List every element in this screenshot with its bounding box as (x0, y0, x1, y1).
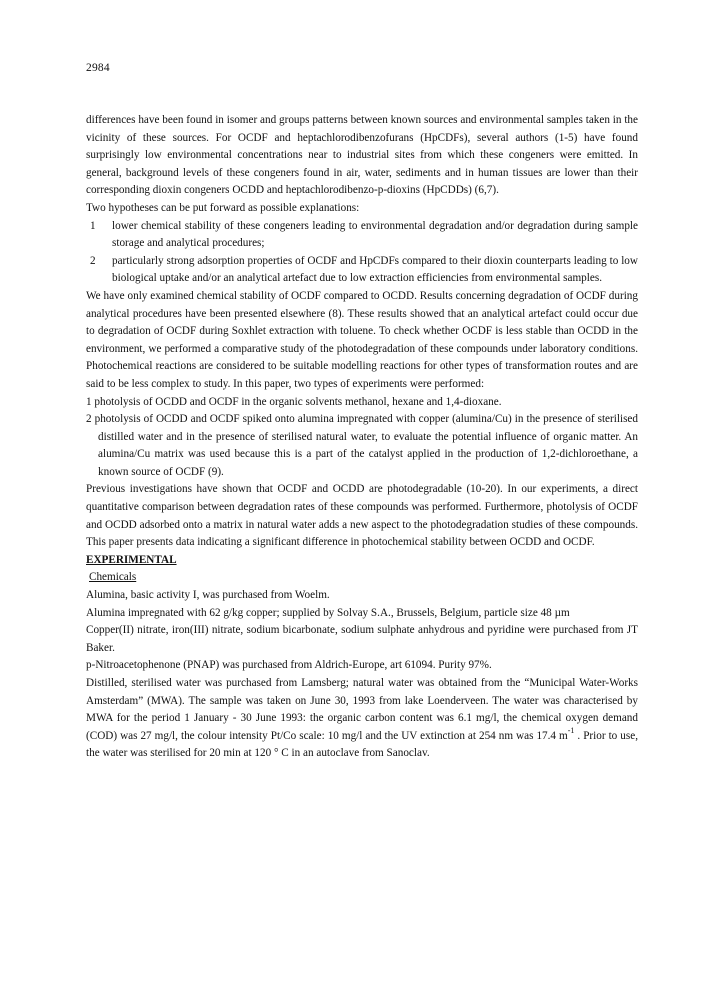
water-paragraph (86, 675, 638, 763)
hypothesis-number: 2 (90, 254, 96, 267)
water-text: Distilled, sterilised water was purchased from Lamsberg; natural water was obtained from the “Municipal Water-Works Amsterdam” (MWA). The sample was taken on June 30, 1993 from lake Loenderveen. The water was characterised by MWA for the period 1 January - 30 June 1993: the organic carbon content was 6.1 mg/l, the chemical oxygen demand (COD) was 27 mg/l, the colour intensity Pt/Co scale: 10 mg/l and the UV extinction at 254 nm was 17.4 m (86, 677, 638, 742)
experiment-item: 1 photolysis of OCDD and OCDF in the organic solvents methanol, hexane and 1,4-dioxane. (86, 395, 502, 408)
chemical-line: Alumina, basic activity I, was purchased from Woelm. (86, 589, 330, 602)
hypotheses-intro: Two hypotheses can be put forward as possible explanations: (86, 201, 360, 214)
unit-exponent: -1 (567, 725, 575, 735)
experimental-heading: EXPERIMENTAL (86, 553, 177, 566)
experiment-item: 2 photolysis of OCDD and OCDF spiked onto alumina impregnated with copper (alumina/Cu) in the presence of sterilised distilled water and in the presence of sterilised natural water, to evaluate the potential influence of organic matter. An alumina/Cu matrix was used because this is a part of the catalyst applied in the production of 1,2-dichloroethane, a known source of OCDF (9). (86, 413, 638, 478)
hypothesis-text: lower chemical stability of these congeners leading to environmental degradation and/or degradation during sample storage and analytical procedures; (112, 219, 638, 250)
previous-paragraph: Previous investigations have shown that OCDF and OCDD are photodegradable (10-20). In our experiments, a direct quantitative comparison between degradation rates of these compounds was performed. Furthermore, photolysis of OCDF and OCDD adsorbed onto a matrix in natural water adds a new aspect to the photodegradation studies of these compounds. This paper presents data indicating a significant difference in photochemical stability between OCDD and OCDF. (86, 483, 638, 549)
page-number: 2984 (86, 62, 110, 74)
hypothesis-number: 1 (90, 219, 96, 232)
chemical-line: Copper(II) nitrate, iron(III) nitrate, sodium bicarbonate, sodium sulphate anhydrous and pyridine were purchased from JT Baker. (86, 624, 638, 654)
intro-paragraph: differences have been found in isomer and groups patterns between known sources and environmental samples taken in the vicinity of these sources. For OCDF and heptachlorodibenzofurans (HpCDFs), several authors (1-5) have found surprisingly low environmental concentrations near to industrial sites from which these congeners were emitted. In general, background levels of these congeners found in air, water, sediments and in human tissues are lower than their corresponding dioxin congeners OCDD and heptachlorodibenzo-p-dioxins (HpCDDs) (6,7). (86, 114, 638, 197)
chemicals-heading: Chemicals (89, 571, 137, 584)
chemical-line: p-Nitroacetophenone (PNAP) was purchased from Aldrich-Europe, art 61094. Purity 97%. (86, 659, 492, 672)
hypothesis-item (86, 253, 638, 288)
stability-paragraph: We have only examined chemical stability of OCDF compared to OCDD. Results concerning degradation of OCDF during analytical procedures have been presented elsewhere (8). These results showed that an analytical artefact could occur due to degradation of OCDF during Soxhlet extraction with toluene. To check whether OCDF is less stable than OCDD in the environment, we performed a comparative study of the photodegradation of these compounds under laboratory conditions. Photochemical reactions are considered to be suitable modelling reactions for other types of transformation routes and are said to be less complex to study. In this paper, two types of experiments were performed: (86, 289, 638, 390)
body-text (86, 112, 638, 763)
chemical-line: Alumina impregnated with 62 g/kg copper; supplied by Solvay S.A., Brussels, Belgium, particle size 48 µm (86, 606, 570, 619)
hypothesis-item (86, 218, 638, 253)
water-text-end: . Prior to use, the water was sterilised for 20 min at 120 ° C in an autoclave from Sanoclav. (86, 729, 638, 760)
hypothesis-text: particularly strong adsorption properties of OCDF and HpCDFs compared to their dioxin counterparts leading to low biological uptake and/or an analytical artefact due to low extraction efficiencies from environmental samples. (112, 254, 638, 285)
